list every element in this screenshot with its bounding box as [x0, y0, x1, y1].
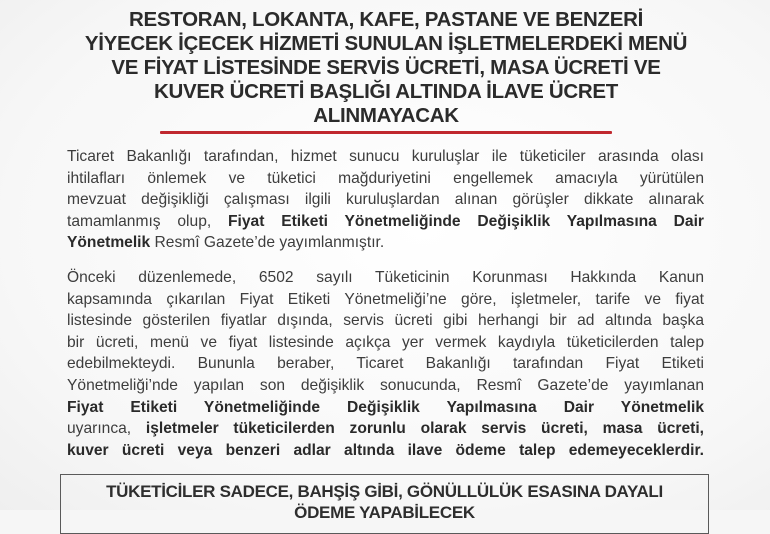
notice-box — [60, 474, 709, 534]
regulation-name-bold: Fiyat Etiketi Yönetmeliğinde Değişiklik Yapılmasına Dair — [228, 212, 704, 230]
title-line: ALINMAYACAK — [313, 104, 459, 127]
key-rule-bold: işletmeler tüketicilerden zorunlu olarak servis ücreti, masa ücreti, — [145, 420, 704, 438]
text-line: listesinde gösterilen fiyatlar dışında, servis ücreti gibi herhangi bir ad altında başka — [67, 312, 704, 330]
text-line: bir ücreti, menü ve fiyat listesinde açıkça yer vermek kaydıyla tüketicilerden talep — [67, 333, 704, 351]
text-line — [67, 211, 704, 233]
regulation-name-bold: Fiyat Etiketi Yönetmeliğinde Değişiklik Yapılmasına Dair Yönetmelik — [67, 398, 704, 416]
text-line — [67, 397, 704, 419]
text-line: Önceki düzenlemede, 6502 sayılı Tüketicinin Korunması Hakkında Kanun — [67, 269, 704, 286]
page-title — [60, 8, 712, 128]
title-line: YİYECEK İÇECEK HİZMETİ SUNULAN İŞLETMELERDEKİ MENÜ — [84, 32, 688, 55]
notice-line: ÖDEME YAPABİLECEK — [294, 503, 475, 522]
text-line — [67, 440, 704, 462]
paragraph-announcement — [67, 146, 704, 254]
notice-heading — [61, 481, 708, 523]
text-line: mevzuat değişikliği çalışması ilgili kuruluşlardan alınan görüşler dikkate alınarak — [67, 191, 704, 209]
plain-text: uyarınca, — [67, 420, 146, 438]
title-line: VE FİYAT LİSTESİNDE SERVİS ÜCRETİ, MASA ÜCRETİ VE — [111, 56, 661, 79]
text-line — [67, 232, 704, 254]
regulation-name-bold: Yönetmelik — [67, 234, 151, 252]
text-line: Yönetmeliği’nde yapılan son değişiklik sonucunda, Resmî Gazete’de yayımlanan — [67, 376, 704, 394]
plain-text: Resmî Gazete’de yayımlanmıştır. — [150, 234, 385, 252]
title-line: KUVER ÜCRETİ BAŞLIĞI ALTINDA İLAVE ÜCRET — [153, 80, 619, 103]
paragraph-background — [67, 267, 704, 461]
text-line: edebilmekteydi. Bununla beraber, Ticaret Bakanlığı tarafından Fiyat Etiketi — [67, 355, 704, 373]
notice-line: TÜKETİCİLER SADECE, BAHŞİŞ GİBİ, GÖNÜLLÜLÜK ESASINA DAYALI — [106, 482, 663, 501]
title-divider — [160, 131, 612, 134]
text-line: kapsamında çıkarılan Fiyat Etiketi Yönetmeliği’ne göre, işletmeler, tarife ve fiyat — [67, 290, 704, 308]
text-line — [67, 418, 704, 440]
text-line: ihtilafları önlemek ve tüketici mağduriyetini engellemek amacıyla yürütülen — [67, 169, 704, 187]
title-line: RESTORAN, LOKANTA, KAFE, PASTANE VE BENZERİ — [128, 8, 644, 31]
plain-text: tamamlanmış olup, — [67, 212, 228, 230]
text-line: Ticaret Bakanlığı tarafından, hizmet sunucu kuruluşlar ile tüketiciler arasında olası — [67, 148, 704, 165]
key-rule-bold: kuver ücreti veya benzeri adlar altında ilave ödeme talep edemeyeceklerdir. — [67, 441, 704, 459]
